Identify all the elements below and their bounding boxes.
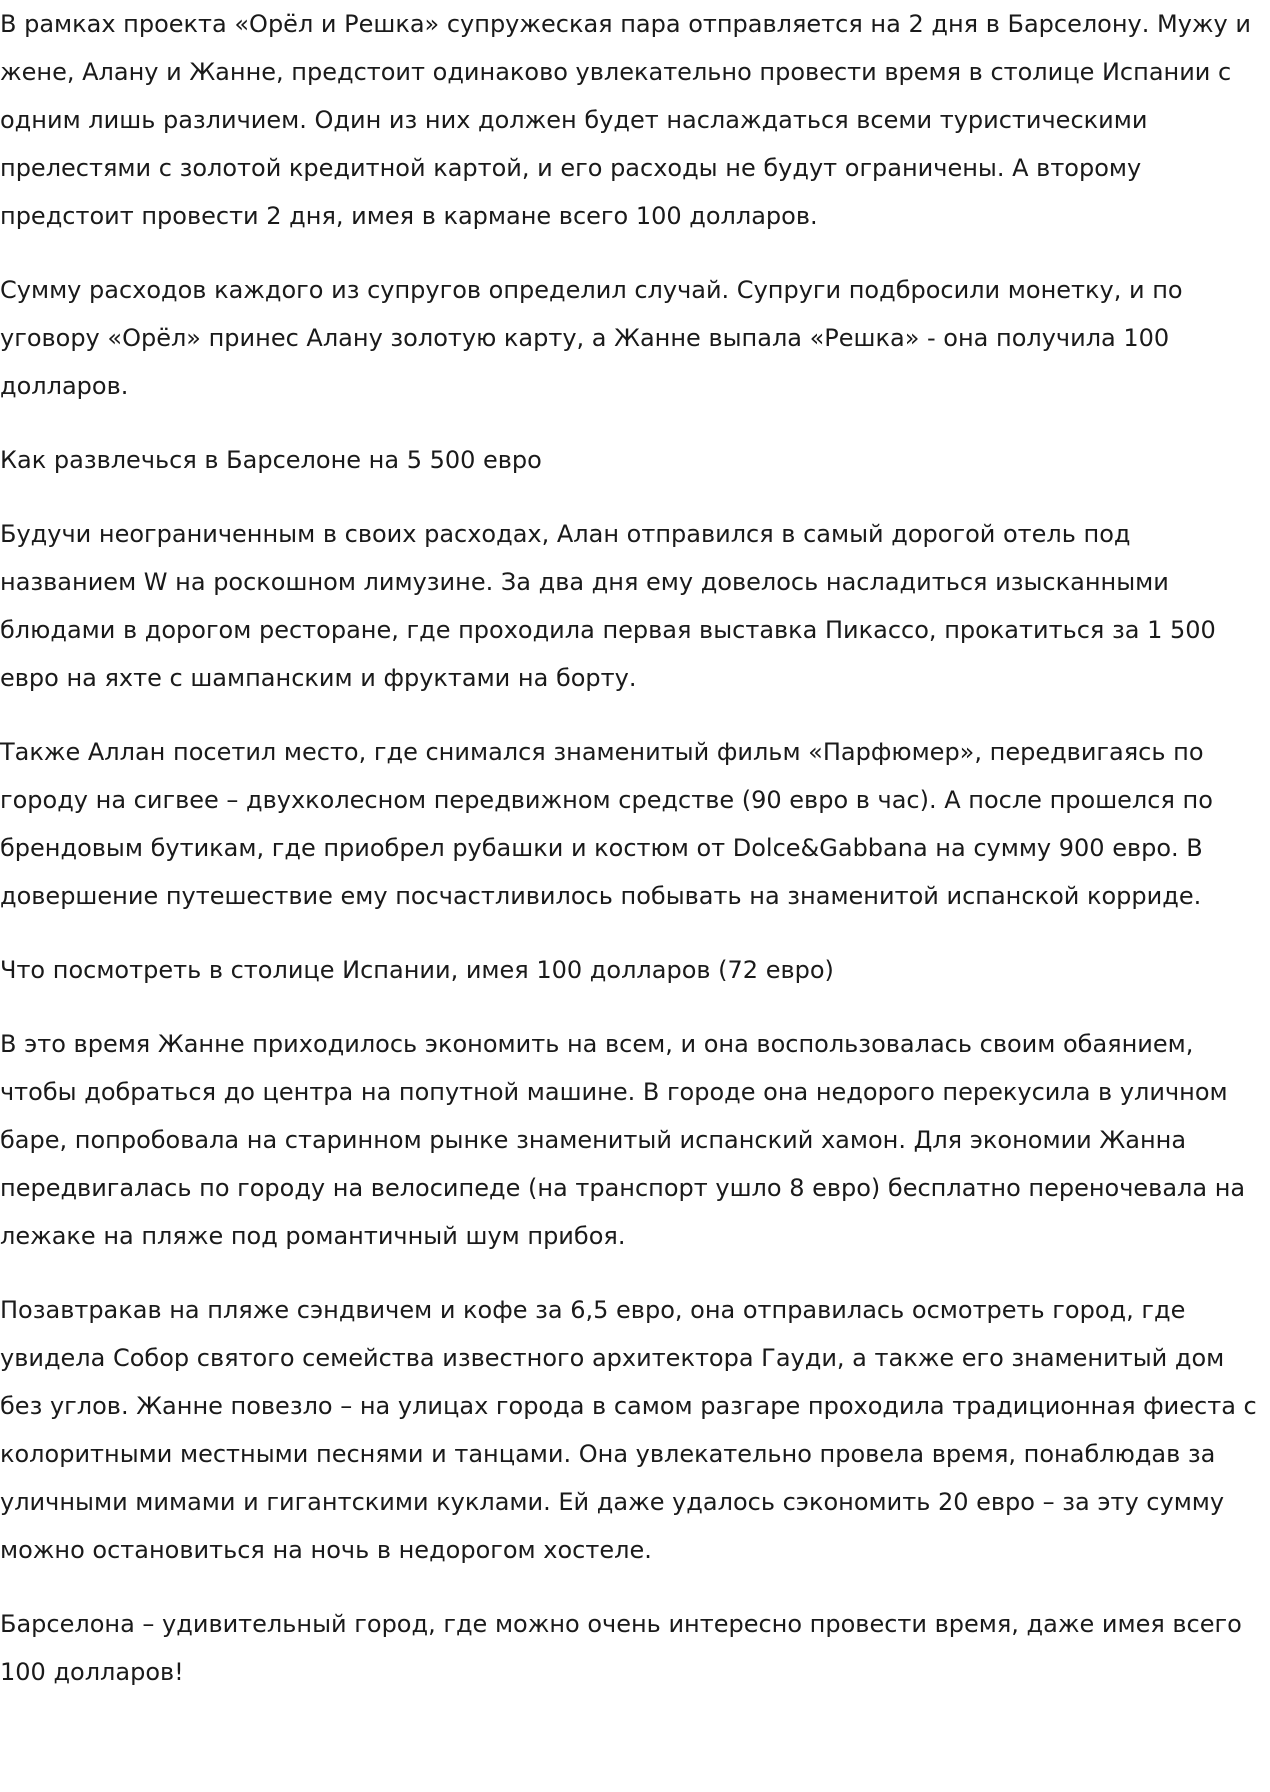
paragraph-zhanna-sightseeing: Позавтракав на пляже сэндвичем и кофе за 6,5 евро, она отправилась осмотреть город, где увидела Собор святого семейства известного архитектора Гауди, а также его знаменитый дом без углов. Жанне повезло – на улицах города в самом разгаре проходила традиционная фиеста с колоритными местными песнями и танцами. Она увлекательно провела время, понаблюдав за уличными мимами и гигантскими куклами. Ей даже удалось сэкономить 20 евро – за эту сумму можно остановиться на ночь в недорогом хостеле. — [0, 1296, 1257, 1564]
paragraph-alan-hotel: Будучи неограниченным в своих расходах, Алан отправился в самый дорогой отель под названием W на роскошном лимузине. За два дня ему довелось насладиться изысканными блюдами в дорогом ресторане, где проходила первая выставка Пикассо, прокатиться за 1 500 евро на яхте с шампанским и фруктами на борту. — [0, 520, 1216, 692]
paragraph-zhanna-economy: В это время Жанне приходилось экономить на всем, и она воспользовалась своим обаянием, чтобы добраться до центра на попутной машине. В городе она недорого перекусила в уличном баре, попробовала на старинном рынке знаменитый испанский хамон. Для экономии Жанна передвигалась по городу на велосипеде (на транспорт ушло 8 евро) бесплатно переночевала на лежаке на пляже под романтичный шум прибоя. — [0, 1030, 1246, 1250]
paragraph-intro: В рамках проекта «Орёл и Решка» супружеская пара отправляется на 2 дня в Барселону. Мужу и жене, Алану и Жанне, предстоит одинаково увлекательно провести время в столице Испании с одним лишь различием. Один из них должен будет наслаждаться всеми туристическими прелестями с золотой кредитной картой, и его расходы не будут ограничены. А второму предстоит провести 2 дня, имея в кармане всего 100 долларов. — [0, 10, 1251, 230]
paragraph-conclusion: Барселона – удивительный город, где можно очень интересно провести время, даже имея всего 100 долларов! — [0, 1610, 1242, 1686]
section-heading-rich: Как развлечься в Барселоне на 5 500 евро — [0, 446, 542, 474]
paragraph-alan-shopping: Также Аллан посетил место, где снимался знаменитый фильм «Парфюмер», передвигаясь по городу на сигвее – двухколесном передвижном средстве (90 евро в час). А после прошелся по брендовым бутикам, где приобрел рубашки и костюм от Dolce&Gabbana на сумму 900 евро. В довершение путешествие ему посчастливилось побывать на знаменитой испанской корриде. — [0, 738, 1213, 910]
paragraph-coin-toss: Сумму расходов каждого из супругов определил случай. Супруги подбросили монетку, и по уговору «Орёл» принес Алану золотую карту, а Жанне выпала «Решка» - она получила 100 долларов. — [0, 276, 1183, 400]
section-heading-budget: Что посмотреть в столице Испании, имея 100 долларов (72 евро) — [0, 956, 834, 984]
